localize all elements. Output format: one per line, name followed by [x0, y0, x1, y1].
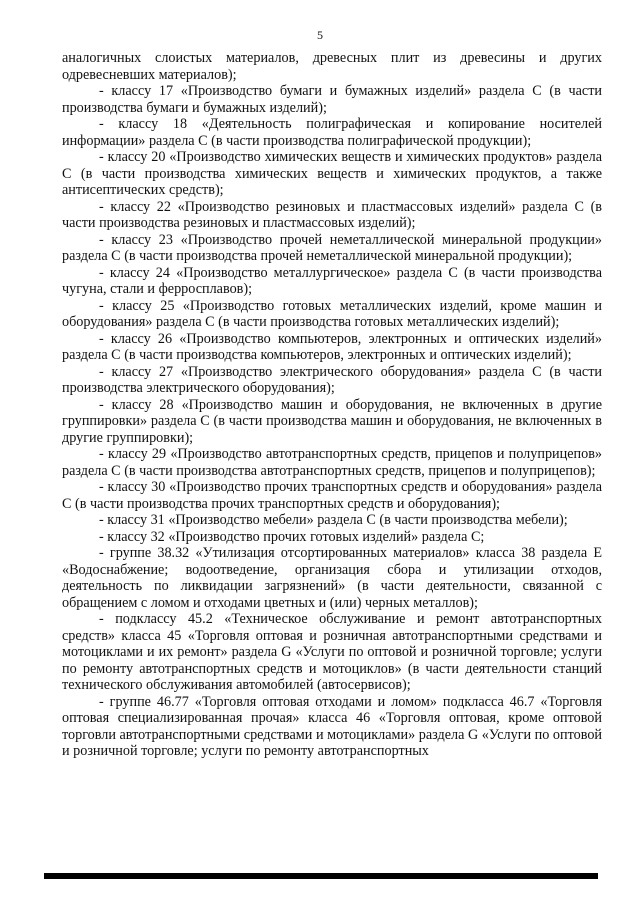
list-item-subclass-45-2: - подклассу 45.2 «Техническое обслуживание и ремонт автотранспортных средств» класса 45 «Торговля оптовая и розничная автотранспортными средствами и мотоциклами и их ремонт» раздела G «Услуги по оптовой и розничной торговле; услуги по ремонту автотранспортных средств и мотоциклов» (в части деятельности станций технического обслуживания автомобилей (автосервисов);	[62, 611, 602, 693]
page-number: 5	[317, 28, 323, 42]
list-item-class-25: - классу 25 «Производство готовых металлических изделий, кроме машин и оборудования» раздела С (в части производства готовых металлических изделий);	[62, 297, 602, 330]
list-item-group-46-77: - группе 46.77 «Торговля оптовая отходами и ломом» подкласса 46.7 «Торговля оптовая специализированная прочая» класса 46 «Торговля оптовая, кроме оптовой торговли автотранспортными средствами и мотоциклами» раздела G «Услуги по оптовой и розничной торговле; услуги по ремонту автотранспортных	[62, 693, 602, 759]
list-item-class-24: - классу 24 «Производство металлургическое» раздела С (в части производства чугуна, стали и ферросплавов);	[62, 264, 602, 297]
list-item-class-28: - классу 28 «Производство машин и оборудования, не включенных в другие группировки» раздела С (в части производства машин и оборудования, не включенных в другие группировки);	[62, 396, 602, 446]
list-item-class-20: - классу 20 «Производство химических веществ и химических продуктов» раздела С (в части производства химических веществ и химических продуктов, а также антисептических средств);	[62, 149, 602, 198]
list-item-group-38-32: - группе 38.32 «Утилизация отсортированных материалов» класса 38 раздела E «Водоснабжение; водоотведение, организация сбора и утилизации отходов, деятельность по ликвидации загрязнений» (в части деятельности, связанной с обращением с ломом и отходами цветных и (или) черных металлов);	[62, 545, 602, 611]
list-item-class-27: - классу 27 «Производство электрического оборудования» раздела С (в части производства электрического оборудования);	[62, 363, 602, 396]
list-item-class-29: - классу 29 «Производство автотранспортных средств, прицепов и полуприцепов» раздела С (в части производства автотранспортных средств, прицепов и полуприцепов);	[62, 446, 602, 479]
list-item-class-30: - классу 30 «Производство прочих транспортных средств и оборудования» раздела С (в части производства прочих транспортных средств и оборудования);	[62, 479, 602, 512]
scan-bottom-bar	[44, 873, 598, 879]
list-item-class-32: - классу 32 «Производство прочих готовых изделий» раздела С;	[99, 528, 485, 545]
list-item-class-22: - классу 22 «Производство резиновых и пластмассовых изделий» раздела С (в части производства резиновых и пластмассовых изделий);	[62, 198, 602, 231]
list-item-class-31: - классу 31 «Производство мебели» раздела С (в части производства мебели);	[99, 512, 568, 528]
list-item-class-23: - классу 23 «Производство прочей неметаллической минеральной продукции» раздела С (в части производства прочей неметаллической минеральной продукции);	[62, 231, 602, 264]
list-item-class-26: - классу 26 «Производство компьютеров, электронных и оптических изделий» раздела С (в части производства компьютеров, электронных и оптических изделий);	[62, 330, 602, 363]
paragraph-continuation: аналогичных слоистых материалов, древесных плит из древесины и других одревесневших материалов);	[62, 50, 602, 83]
list-item-class-17: - классу 17 «Производство бумаги и бумажных изделий» раздела С (в части производства бумаги и бумажных изделий);	[62, 83, 602, 116]
list-item-class-18: - классу 18 «Деятельность полиграфическая и копирование носителей информации» раздела С (в части производства полиграфической продукции);	[62, 116, 602, 149]
document-body	[62, 50, 602, 760]
